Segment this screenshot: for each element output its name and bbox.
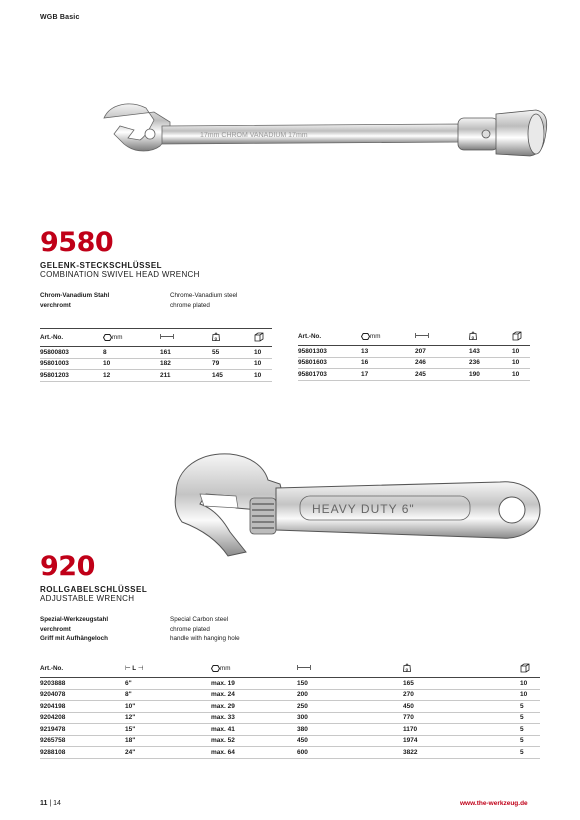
table-cell: 12" [125, 712, 211, 724]
table-cell: 770 [403, 712, 520, 724]
table-cell: 9288108 [40, 747, 125, 759]
table-cell: 10 [254, 370, 272, 382]
spec-en [170, 291, 237, 310]
col-art-no: Art.-No. [298, 328, 361, 346]
table-cell: 10 [103, 358, 160, 370]
col-length-label: L [132, 665, 137, 672]
svg-text:g: g [214, 336, 217, 341]
table-cell: 450 [403, 701, 520, 713]
page-current: 11 [40, 800, 48, 807]
table-cell: 95801203 [40, 370, 103, 382]
product-number-920: 920 [40, 551, 95, 582]
table-row [40, 358, 272, 370]
table-cell: 95801603 [298, 357, 361, 369]
table-cell: 95801303 [298, 346, 361, 358]
table-cell: 10 [254, 347, 272, 359]
table-cell: 95800803 [40, 347, 103, 359]
package-box-icon [520, 663, 530, 673]
unit-mm: mm [370, 333, 381, 341]
table-cell: 10 [520, 678, 540, 690]
table-cell: 3822 [403, 747, 520, 759]
unit-mm: mm [220, 665, 231, 673]
table-cell: 5 [520, 712, 540, 724]
table-cell: 145 [212, 370, 254, 382]
table-cell: 55 [212, 347, 254, 359]
table-cell: 5 [520, 747, 540, 759]
table-cell: 211 [160, 370, 212, 382]
spec-de-line: Chrom-Vanadium Stahl [40, 292, 110, 299]
swivel-wrench-image [100, 98, 550, 178]
table-cell: 13 [361, 346, 415, 358]
table-cell: 450 [297, 735, 403, 747]
hex-nut-icon [103, 334, 112, 341]
spec-de [40, 291, 109, 310]
length-arrows-icon [160, 334, 174, 339]
table-cell: 10" [125, 701, 211, 713]
table-row [40, 712, 540, 724]
table-cell: 8" [125, 689, 211, 701]
table-cell: max. 64 [211, 747, 297, 759]
table-cell: 16 [361, 357, 415, 369]
table-cell: 9204198 [40, 701, 125, 713]
col-package [512, 328, 530, 346]
table-cell: 150 [297, 678, 403, 690]
table-cell: 79 [212, 358, 254, 370]
wrench-handle-text: HEAVY DUTY 6" [312, 502, 415, 516]
col-size [103, 329, 160, 347]
table-cell: 300 [297, 712, 403, 724]
product-number-9580: 9580 [40, 227, 114, 258]
product1-table-right [298, 328, 530, 381]
product-title-de: ROLLGABELSCHLÜSSEL [40, 585, 148, 594]
table-cell: 17 [361, 369, 415, 381]
table-cell: max. 24 [211, 689, 297, 701]
table-cell: 182 [160, 358, 212, 370]
table-cell: 10 [254, 358, 272, 370]
adjustable-wrench-image [160, 448, 545, 558]
table-row [40, 735, 540, 747]
spec-de-line: verchromt [40, 625, 71, 633]
wrench-engraving: 17mm CHROM VANADIUM 17mm [200, 132, 308, 139]
table-cell: 207 [415, 346, 469, 358]
table-cell: 5 [520, 735, 540, 747]
table-cell: 245 [415, 369, 469, 381]
hex-nut-icon [211, 665, 220, 672]
worm-screw [250, 498, 276, 534]
table-cell: 9265758 [40, 735, 125, 747]
col-package [520, 660, 540, 678]
package-box-icon [254, 332, 264, 342]
col-weight [403, 660, 520, 678]
hex-nut-icon [361, 333, 370, 340]
table-cell: 24" [125, 747, 211, 759]
product2-table [40, 660, 540, 759]
table-row [40, 347, 272, 359]
table-row [40, 701, 540, 713]
product-title-en: ADJUSTABLE WRENCH [40, 594, 135, 603]
col-weight [212, 329, 254, 347]
table-cell: 190 [469, 369, 512, 381]
table-cell: max. 19 [211, 678, 297, 690]
weight-icon [403, 663, 411, 672]
table-cell: 143 [469, 346, 512, 358]
product-title-en: COMBINATION SWIVEL HEAD WRENCH [40, 270, 200, 279]
table-header-row [298, 328, 530, 346]
table-row [298, 357, 530, 369]
table-cell: 18" [125, 735, 211, 747]
table-cell: 250 [297, 701, 403, 713]
spec-de-line: Griff mit Aufhängeloch [40, 635, 108, 642]
table-cell: 10 [512, 346, 530, 358]
table-cell: max. 41 [211, 724, 297, 736]
product1-table-left [40, 328, 272, 382]
table-cell: 9204208 [40, 712, 125, 724]
unit-mm: mm [112, 334, 123, 342]
table-cell: max. 29 [211, 701, 297, 713]
table-row [298, 369, 530, 381]
table-cell: 9219478 [40, 724, 125, 736]
svg-text:g: g [405, 667, 408, 672]
table-cell: 95801703 [298, 369, 361, 381]
spec-en-line: chrome plated [170, 625, 210, 633]
table-cell: 5 [520, 701, 540, 713]
table-row [40, 678, 540, 690]
col-width [211, 660, 297, 678]
table-row [40, 724, 540, 736]
col-weight [469, 328, 512, 346]
page-total: 14 [53, 800, 61, 807]
table-cell: 5 [520, 724, 540, 736]
table-cell: 95801003 [40, 358, 103, 370]
page-separator: | [49, 800, 52, 807]
table-cell: 380 [297, 724, 403, 736]
svg-text:g: g [471, 335, 474, 340]
table-cell: 236 [469, 357, 512, 369]
table-cell: 165 [403, 678, 520, 690]
spec-de [40, 615, 108, 644]
col-size [361, 328, 415, 346]
table-cell: 9204078 [40, 689, 125, 701]
table-row [40, 370, 272, 382]
table-cell: 8 [103, 347, 160, 359]
table-row [298, 346, 530, 358]
table-cell: 600 [297, 747, 403, 759]
table-cell: 10 [520, 689, 540, 701]
table-cell: max. 52 [211, 735, 297, 747]
page-number [40, 800, 61, 807]
col-length [160, 329, 212, 347]
spec-de-line: verchromt [40, 301, 71, 309]
table-cell: 6" [125, 678, 211, 690]
weight-icon [212, 332, 220, 341]
col-art-no: Art.-No. [40, 660, 125, 678]
product-title-de: GELENK-STECKSCHLÜSSEL [40, 261, 163, 270]
spec-en-line: Special Carbon steel [170, 616, 229, 623]
table-cell: 1974 [403, 735, 520, 747]
footer-url-link[interactable]: www.the-werkzeug.de [460, 800, 528, 807]
col-length [415, 328, 469, 346]
package-box-icon [512, 331, 522, 341]
table-header-row [40, 329, 272, 347]
length-arrows-icon [415, 333, 429, 338]
table-cell: 9203888 [40, 678, 125, 690]
table-cell: 10 [512, 357, 530, 369]
table-cell: 200 [297, 689, 403, 701]
table-cell: 161 [160, 347, 212, 359]
table-cell: 10 [512, 369, 530, 381]
spec-en-line: handle with hanging hole [170, 635, 240, 642]
spec-en [170, 615, 240, 644]
table-cell: 12 [103, 370, 160, 382]
weight-icon [469, 331, 477, 340]
col-package [254, 329, 272, 347]
table-cell: max. 33 [211, 712, 297, 724]
col-length: ⊢ L ⊣ [125, 660, 211, 678]
spec-de-line: Spezial-Werkzeugstahl [40, 616, 109, 623]
table-cell: 15" [125, 724, 211, 736]
table-row [40, 747, 540, 759]
table-cell: 1170 [403, 724, 520, 736]
col-total-length [297, 660, 403, 678]
spec-en-line: chrome plated [170, 301, 210, 309]
length-arrows-icon [297, 665, 311, 670]
spec-en-line: Chrome-Vanadium steel [170, 292, 238, 299]
table-cell: 270 [403, 689, 520, 701]
col-art-no: Art.-No. [40, 329, 103, 347]
table-row [40, 689, 540, 701]
table-cell: 246 [415, 357, 469, 369]
table-header-row [40, 660, 540, 678]
header-label: WGB Basic [40, 14, 80, 21]
